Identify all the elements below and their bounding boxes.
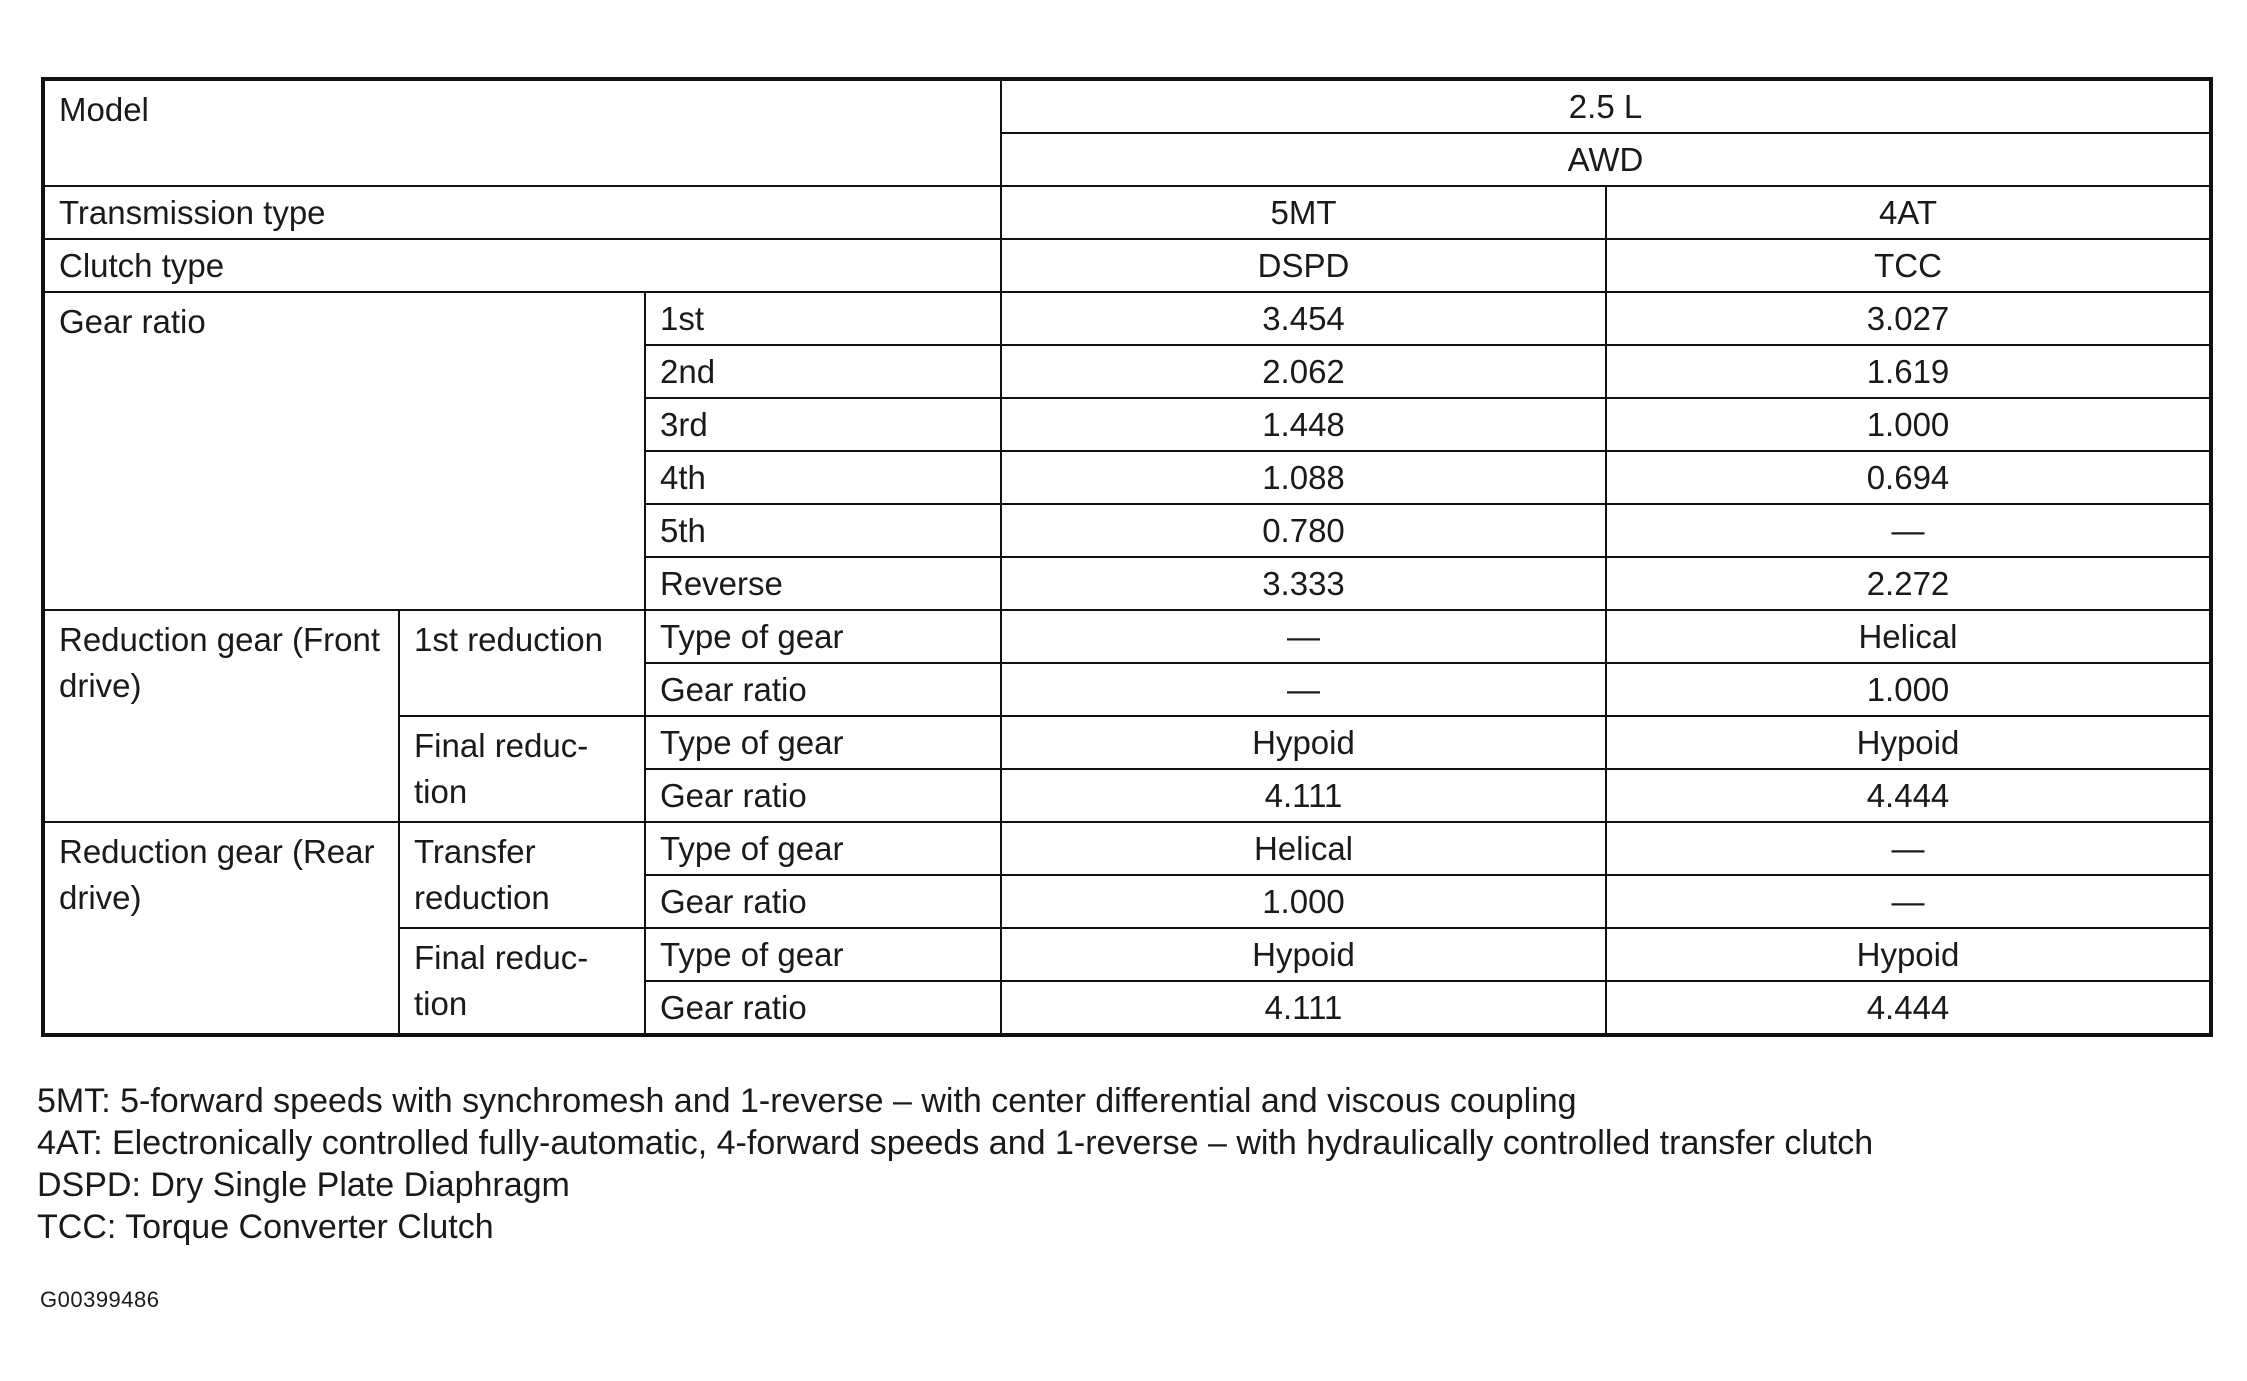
value-5mt: 4.111 (1001, 769, 1606, 822)
gear-ratio-sub-label: Gear ratio (645, 875, 1001, 928)
gear-ratio-4at: 2.272 (1606, 557, 2211, 610)
footnote-5mt: 5MT: 5-forward speeds with synchromesh and 1-reverse – with center differential and viscous coupling (37, 1082, 1577, 1120)
gear-ratio-5mt: 1.088 (1001, 451, 1606, 504)
gear-ratio-sub-label: Gear ratio (645, 769, 1001, 822)
front-final-reduction-label: Final reduc-tion (399, 716, 645, 822)
value-4at: 4.444 (1606, 981, 2211, 1035)
model-label: Model (43, 79, 1001, 186)
drive-cell: AWD (1001, 133, 2211, 186)
value-5mt: — (1001, 610, 1606, 663)
gear-ratio-4at: 0.694 (1606, 451, 2211, 504)
gear-ratio-5mt: 1.448 (1001, 398, 1606, 451)
front-drive-label: Reduction gear (Front drive) (43, 610, 399, 822)
gear-name: 3rd (645, 398, 1001, 451)
transmission-4at: 4AT (1606, 186, 2211, 239)
gear-ratio-label: Gear ratio (43, 292, 645, 610)
value-4at: Hypoid (1606, 716, 2211, 769)
gear-ratio-4at: 3.027 (1606, 292, 2211, 345)
value-4at: — (1606, 822, 2211, 875)
footnote-dspd: DSPD: Dry Single Plate Diaphragm (37, 1166, 570, 1204)
value-4at: 1.000 (1606, 663, 2211, 716)
footnote-4at: 4AT: Electronically controlled fully-automatic, 4-forward speeds and 1-reverse – with hydraulically controlled transfer clutch (37, 1124, 1874, 1162)
type-of-gear-label: Type of gear (645, 716, 1001, 769)
gear-ratio-4at: 1.000 (1606, 398, 2211, 451)
gear-name: Reverse (645, 557, 1001, 610)
value-5mt: Hypoid (1001, 716, 1606, 769)
clutch-label: Clutch type (43, 239, 1001, 292)
rear-final-reduction-label: Final reduc-tion (399, 928, 645, 1035)
gear-ratio-sub-label: Gear ratio (645, 663, 1001, 716)
gear-name: 4th (645, 451, 1001, 504)
value-5mt: 1.000 (1001, 875, 1606, 928)
value-4at: — (1606, 875, 2211, 928)
gear-ratio-5mt: 3.333 (1001, 557, 1606, 610)
gear-ratio-5mt: 3.454 (1001, 292, 1606, 345)
clutch-5mt: DSPD (1001, 239, 1606, 292)
value-5mt: — (1001, 663, 1606, 716)
footnote-tcc: TCC: Torque Converter Clutch (37, 1208, 494, 1246)
engine-cell: 2.5 L (1001, 79, 2211, 133)
transmission-5mt: 5MT (1001, 186, 1606, 239)
value-4at: Helical (1606, 610, 2211, 663)
table-row (43, 292, 2211, 345)
gear-name: 1st (645, 292, 1001, 345)
value-4at: Hypoid (1606, 928, 2211, 981)
gear-name: 2nd (645, 345, 1001, 398)
gear-ratio-4at: 1.619 (1606, 345, 2211, 398)
value-5mt: Hypoid (1001, 928, 1606, 981)
gear-ratio-sub-label: Gear ratio (645, 981, 1001, 1035)
gear-ratio-5mt: 0.780 (1001, 504, 1606, 557)
table-row (43, 79, 2211, 133)
value-5mt: 4.111 (1001, 981, 1606, 1035)
value-4at: 4.444 (1606, 769, 2211, 822)
type-of-gear-label: Type of gear (645, 822, 1001, 875)
table-row (43, 239, 2211, 292)
footnotes (37, 1080, 1873, 1248)
type-of-gear-label: Type of gear (645, 610, 1001, 663)
spec-table (41, 77, 2213, 1037)
table-row (43, 822, 2211, 875)
transmission-label: Transmission type (43, 186, 1001, 239)
type-of-gear-label: Type of gear (645, 928, 1001, 981)
table-row (43, 610, 2211, 663)
rear-drive-label: Reduction gear (Rear drive) (43, 822, 399, 1035)
value-5mt: Helical (1001, 822, 1606, 875)
figure-id: G00399486 (40, 1287, 160, 1312)
clutch-4at: TCC (1606, 239, 2211, 292)
transfer-reduction-label: Transfer reduction (399, 822, 645, 928)
first-reduction-label: 1st reduction (399, 610, 645, 716)
gear-name: 5th (645, 504, 1001, 557)
gear-ratio-4at: — (1606, 504, 2211, 557)
gear-ratio-5mt: 2.062 (1001, 345, 1606, 398)
table-row (43, 186, 2211, 239)
